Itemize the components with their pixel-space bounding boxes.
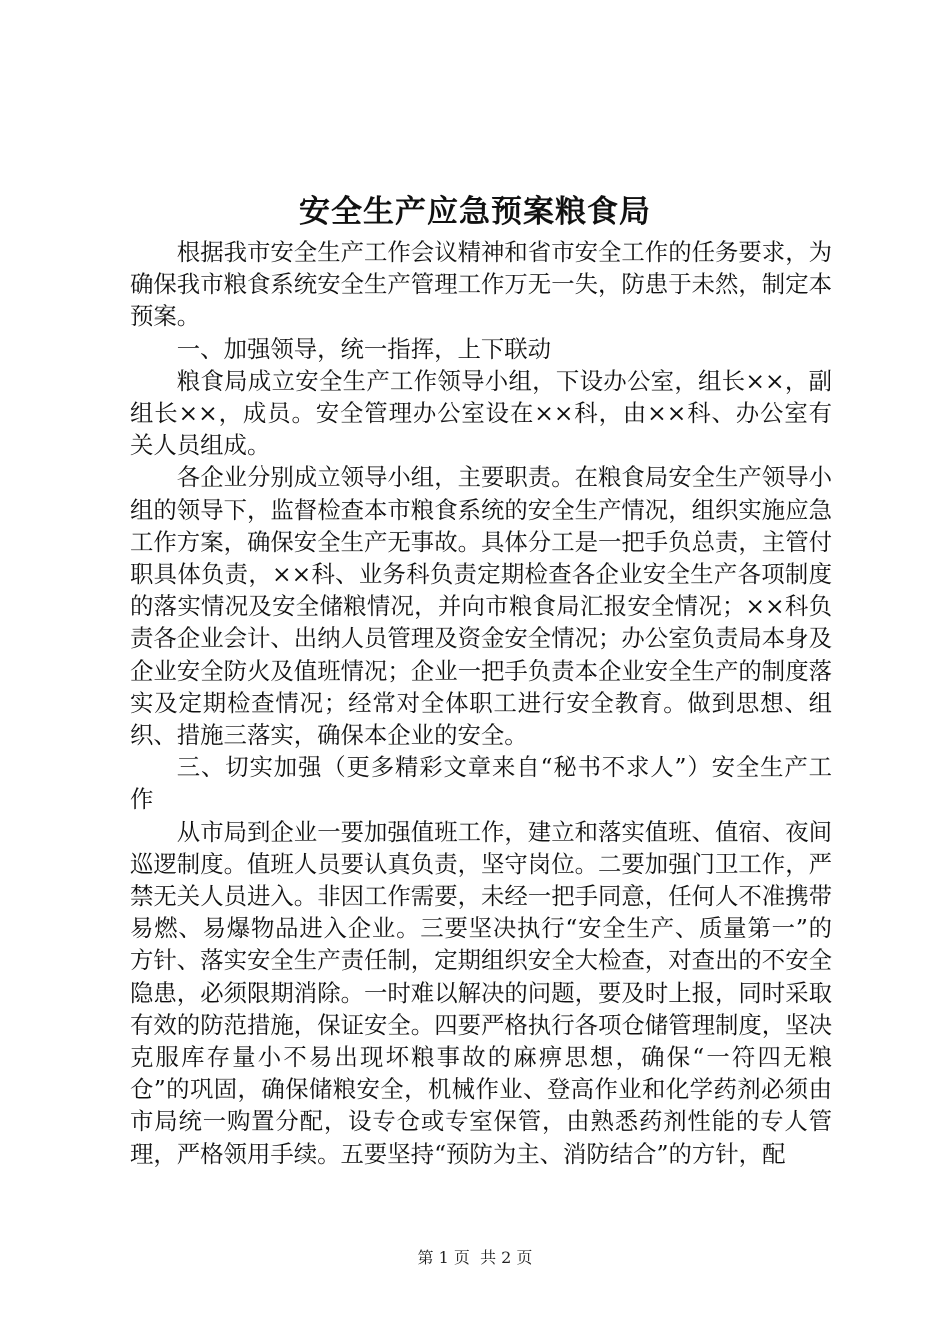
paragraph-intro: 根据我市安全生产工作会议精神和省市安全工作的任务要求，为确保我市粮食系统安全生产管理工作万无一失，防患于未然，制定本预案。 [130,238,832,331]
document-title: 安全生产应急预案粮食局 [299,194,651,230]
section-heading-1: 一、加强领导，统一指挥，上下联动 [176,334,552,363]
page-total: 共 2 页 [480,1248,533,1267]
paragraph-leadership-group: 粮食局成立安全生产工作领导小组，下设办公室，组长××，副组长××，成员。安全管理办公室设在××科，由××科、办公室有关人员组成。 [130,366,832,460]
paragraph-safety-work: 从市局到企业一要加强值班工作，建立和落实值班、值宿、夜间巡逻制度。值班人员要认真负责，坚守岗位。二要加强门卫工作，严禁无关人员进入。非因工作需要，未经一把手同意，任何人不准携带易燃、易爆物品进入企业。三要坚决执行“安全生产、质量第一”的方针、落实安全生产责任制，定期组织安全大检查，对查出的不安全隐患，必须限期消除。一时难以解决的问题，要及时上报，同时采取有效的防范措施，保证安全。四要严格执行各项仓储管理制度，坚决克服库存量小不易出现坏粮事故的麻痹思想，确保“一符四无粮仓”的巩固，确保储粮安全，机械作业、登高作业和化学药剂必须由市局统一购置分配，设专仓或专室保管，由熟悉药剂性能的专人管理，严格领用手续。五要坚持“预防为主、消防结合”的方针，配 [130,817,832,1168]
page-footer [0,1245,950,1268]
page-number: 第 1 页 [417,1248,470,1267]
section-heading-3: 三、切实加强（更多精彩文章来自“秘书不求人”）安全生产工作 [130,753,832,814]
document-body [130,236,832,1170]
paragraph-enterprise-duties: 各企业分别成立领导小组，主要职责。在粮食局安全生产领导小组的领导下，监督检查本市粮食系统的安全生产情况，组织实施应急工作方案，确保安全生产无事故。具体分工是一把手负总责，主管付职具体负责，××科、业务科负责定期检查各企业安全生产各项制度的落实情况及安全储粮情况，并向市粮食局汇报安全情况；××科负责各企业会计、出纳人员管理及资金安全情况；办公室负责局本身及企业安全防火及值班情况；企业一把手负责本企业安全生产的制度落实及定期检查情况；经常对全体职工进行安全教育。做到思想、组织、措施三落实，确保本企业的安全。 [130,463,832,750]
